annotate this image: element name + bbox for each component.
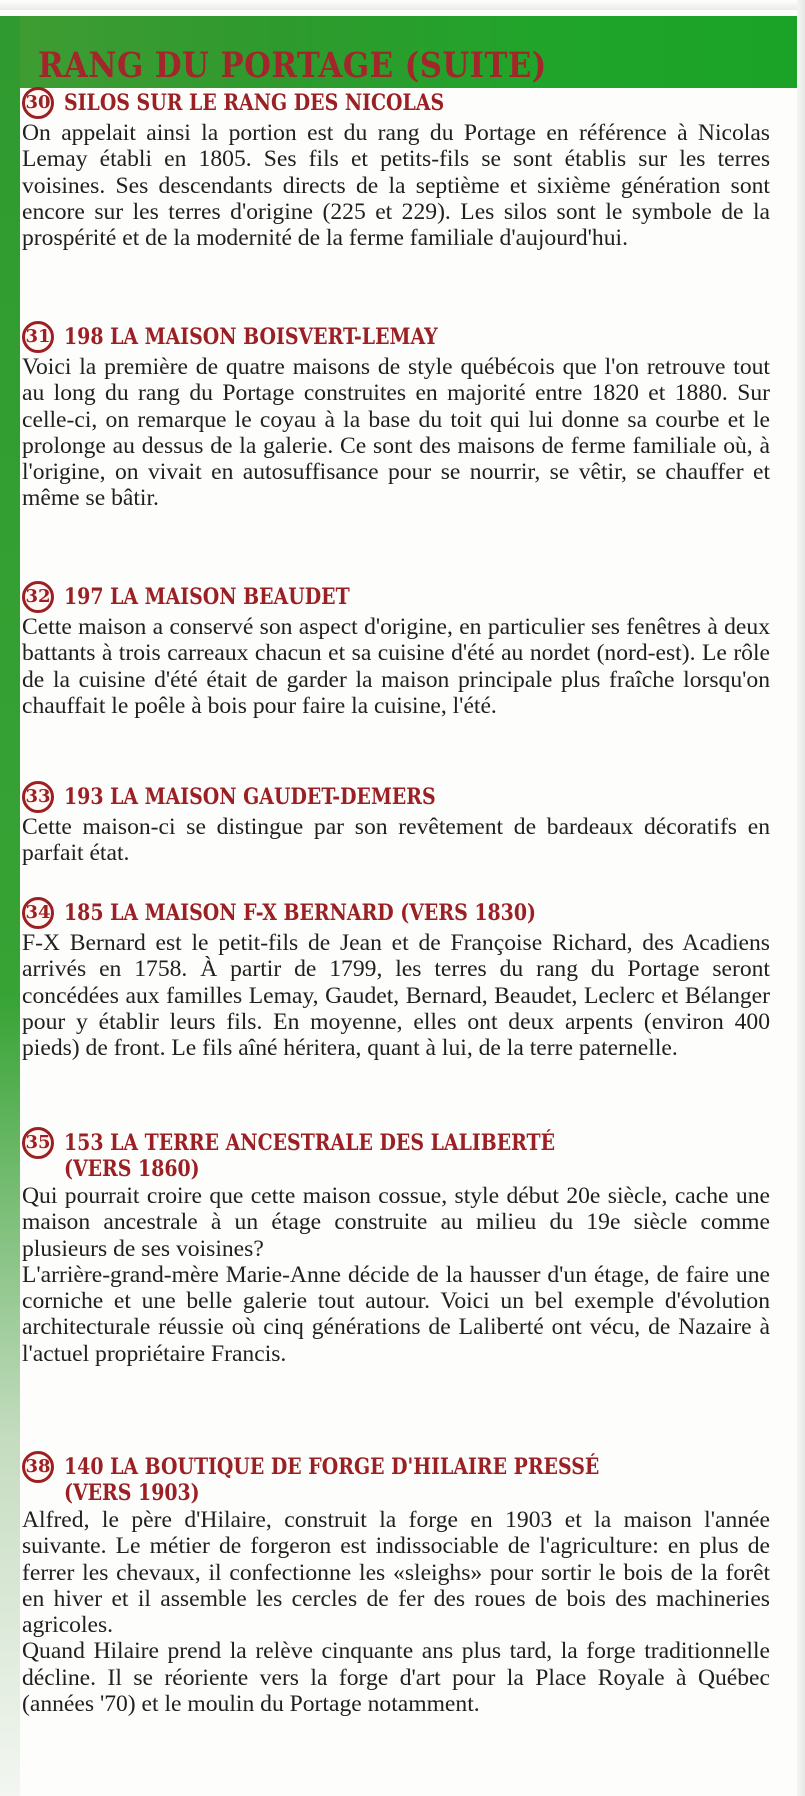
section-paragraph: Quand Hilaire prend la relève cinquante ans plus tard, la forge traditionnelle décline. Il se réoriente vers la forge d'art pour la Place Royale à Québec (années '70) et le moulin du Portage notamment. — [22, 1638, 770, 1718]
section-body — [22, 814, 770, 867]
section-title-date: (VERS 1903) — [64, 1480, 200, 1506]
section-title: 193 LA MAISON GAUDET-DEMERS — [64, 784, 436, 810]
section-38 — [22, 1454, 770, 1717]
side-band — [0, 16, 20, 1796]
section-paragraph: Voici la première de quatre maisons de style québécois que l'on retrouve tout au long du rang du Portage construites en majorité entre 1820 et 1880. Sur celle-ci, on remarque le coyau à la base du toit qui lui donne sa courbe et le prolonge au dessus de la galerie. Ce sont des maisons de ferme familiale où, à l'origine, on vivait en autosuffisance pour se nourrir, se vêtir, se chauffer et même se bâtir. — [22, 354, 770, 512]
section-title: 197 LA MAISON BEAUDET — [64, 584, 350, 610]
section-paragraph: On appelait ainsi la portion est du rang du Portage en référence à Nicolas Lemay établi en 1805. Ses fils et petits-fils se sont établis sur les terres voisines. Ses descendants directs de la septième et sixième génération sont encore sur les terres d'origine (225 et 229). Les silos sont le symbole de la prospérité et de la modernité de la ferme familiale d'aujourd'hui. — [22, 120, 770, 252]
page-right-edge — [797, 0, 805, 1796]
section-heading — [22, 1454, 770, 1506]
section-title: SILOS SUR LE RANG DES NICOLAS — [64, 90, 445, 116]
section-body — [22, 1183, 770, 1367]
section-paragraph: Cette maison-ci se distingue par son revêtement de bardeaux décoratifs en parfait état. — [22, 814, 770, 867]
section-31 — [22, 324, 770, 512]
section-paragraph: L'arrière-grand-mère Marie-Anne décide de la hausser d'un étage, de faire une corniche et une belle galerie tout autour. Voici un bel exemple d'évolution architecturale réussie où cinq générations de Laliberté ont vécu, de Nazaire à l'actuel propriétaire Francis. — [22, 1261, 770, 1367]
section-body — [22, 614, 770, 719]
section-34 — [22, 900, 770, 1061]
section-heading — [22, 584, 770, 613]
section-body — [22, 930, 770, 1061]
section-35 — [22, 1130, 770, 1367]
section-heading — [22, 324, 770, 353]
section-paragraph: Cette maison a conservé son aspect d'origine, en particulier ses fenêtres à deux battants à trois carreaux chacun et sa cuisine d'été au nordet (nord-est). Le rôle de la cuisine d'été était de garder la maison principale plus fraîche lorsqu'on chauffait le poêle à bois pour faire la cuisine, l'été. — [22, 614, 770, 719]
section-number-badge: 32 — [22, 581, 54, 613]
section-33 — [22, 784, 770, 867]
section-title: 153 LA TERRE ANCESTRALE DES LALIBERTÉ — [64, 1130, 556, 1156]
section-body — [22, 120, 770, 251]
section-title: 140 LA BOUTIQUE DE FORGE D'HILAIRE PRESSÉ — [64, 1454, 600, 1480]
section-paragraph: Qui pourrait croire que cette maison cossue, style début 20e siècle, cache une maison ancestrale à un étage construite au milieu du 19e siècle comme plusieurs de ses voisines? — [22, 1183, 770, 1262]
section-body — [22, 1507, 770, 1717]
section-title-date: (VERS 1860) — [64, 1156, 200, 1182]
section-number-badge: 31 — [22, 321, 54, 353]
section-heading — [22, 784, 770, 813]
section-heading — [22, 90, 770, 119]
section-32 — [22, 584, 770, 719]
section-body — [22, 354, 770, 512]
section-heading — [22, 1130, 770, 1182]
section-paragraph: Alfred, le père d'Hilaire, construit la forge en 1903 et la maison l'année suivante. Le métier de forgeron est indissociable de l'agriculture: en plus de ferrer les chevaux, il confectionne les «sleighs» pour sortir le bois de la forêt en hiver et il assemble les cercles de fer des roues de bois des machineries agricoles. — [22, 1507, 770, 1639]
section-number-badge: 38 — [22, 1451, 54, 1483]
section-title: 185 LA MAISON F-X BERNARD (VERS 1830) — [64, 900, 536, 926]
section-title: 198 LA MAISON BOISVERT-LEMAY — [64, 324, 438, 350]
page-title: RANG DU PORTAGE (SUITE) — [38, 45, 547, 86]
section-number-badge: 33 — [22, 781, 54, 813]
section-number-badge: 34 — [22, 897, 54, 929]
section-number-badge: 30 — [22, 87, 54, 119]
section-30 — [22, 90, 770, 251]
page-top-edge — [0, 0, 805, 10]
section-heading — [22, 900, 770, 929]
section-paragraph: F-X Bernard est le petit-fils de Jean et de Françoise Richard, des Acadiens arrivés en 1758. À partir de 1799, les terres du rang du Portage seront concédées aux familles Lemay, Gaudet, Bernard, Beaudet, Leclerc et Bélanger pour y établir leurs fils. En moyenne, elles ont deux arpents (environ 400 pieds) de front. Le fils aîné héritera, quant à lui, de la terre paternelle. — [22, 930, 770, 1062]
section-number-badge: 35 — [22, 1127, 54, 1159]
